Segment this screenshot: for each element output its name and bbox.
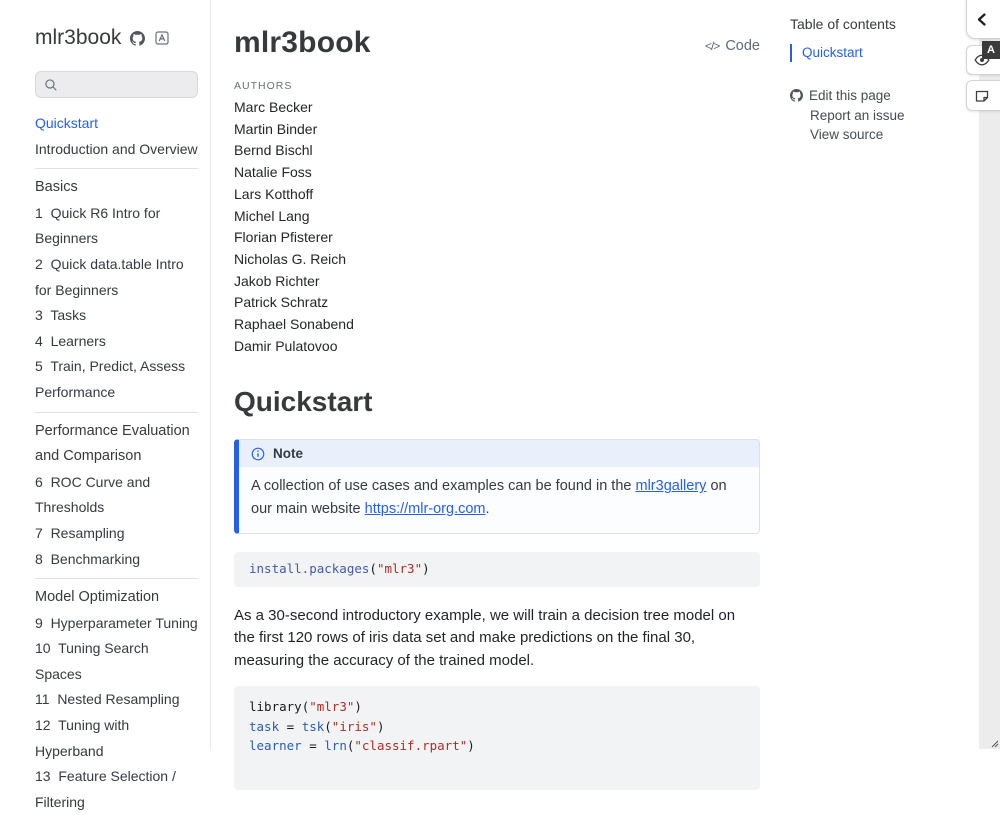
sidebar-divider [35, 578, 198, 579]
mlr-org-link[interactable]: https://mlr-org.com [364, 500, 486, 517]
sidebar-section-basics: Basics [35, 179, 78, 196]
code-tools-button[interactable] [705, 38, 760, 54]
report-an-issue-link[interactable]: Report an issue [810, 107, 905, 123]
sidebar-item-ch2[interactable]: 2 Quick data.table Intro for Beginners [35, 255, 188, 298]
site-title[interactable]: mlr3book [35, 26, 122, 49]
info-icon [251, 447, 265, 461]
left-sidebar [0, 0, 211, 810]
page-title: mlr3book [234, 26, 371, 59]
note-callout-header [239, 440, 759, 467]
code-block-install[interactable]: install.packages("mlr3") [234, 552, 760, 587]
authors-label: AUTHORS [234, 80, 293, 92]
note-title: Note [273, 446, 303, 462]
sidebar-item-ch9[interactable]: 9 Hyperparameter Tuning [35, 614, 198, 631]
intro-paragraph: As a 30-second introductory example, we will train a decision tree model on the first 120 rows of iris data set and make predictions on the final 30, measuring the accuracy of the trained model. [234, 606, 736, 669]
toc-sidebar [790, 16, 968, 145]
search-icon [44, 78, 58, 92]
sidebar-item-introduction[interactable]: Introduction and Overview [35, 140, 198, 157]
sidebar-item-ch4[interactable]: 4 Learners [35, 332, 106, 349]
chevron-left-icon [976, 13, 987, 26]
author: Michel Lang [234, 207, 310, 224]
code-line: library("mlr3") [249, 699, 362, 715]
sidebar-item-ch6[interactable]: 6 ROC Curve and Thresholds [35, 473, 154, 516]
github-icon [790, 89, 803, 102]
author: Lars Kotthoff [234, 185, 314, 202]
code-icon: </> [704, 39, 720, 53]
author: Nicholas G. Reich [234, 250, 347, 267]
authors-list [234, 97, 760, 357]
toc-item-quickstart[interactable]: Quickstart [790, 44, 968, 62]
sidebar-item-ch12[interactable]: 12 Tuning with Hyperband [35, 717, 134, 759]
resize-handle[interactable] [991, 740, 999, 748]
sidebar-item-ch7[interactable]: 7 Resampling [35, 524, 125, 541]
sidebar-divider [35, 168, 198, 169]
sidebar-item-ch10[interactable]: 10 Tuning Search Spaces [35, 640, 153, 682]
sidebar-divider [35, 412, 198, 413]
mlr3gallery-link[interactable]: mlr3gallery [635, 478, 707, 495]
sidebar-item-ch1[interactable]: 1 Quick R6 Intro for Beginners [35, 204, 165, 247]
author: Florian Pfisterer [234, 229, 333, 246]
annotator-bucket-bar [979, 0, 1000, 749]
author: Damir Pulatovoo [234, 337, 338, 354]
pdf-download-icon[interactable] [154, 30, 170, 46]
author: Raphael Sonabend [234, 316, 354, 333]
sidebar-item-quickstart[interactable]: Quickstart [35, 115, 99, 131]
code-block-library[interactable] [234, 686, 760, 790]
annotation-count-badge[interactable]: A [982, 41, 1000, 59]
annotator-sidebar-toggle-button[interactable] [966, 0, 1000, 39]
sidebar-section-performance: Performance Evaluation and Comparison [35, 422, 194, 465]
author: Jakob Richter [234, 272, 320, 289]
sidebar-item-ch13[interactable]: 13 Feature Selection / Filtering [35, 768, 180, 810]
sidebar-item-ch8[interactable]: 8 Benchmarking [35, 550, 141, 567]
code-tools-label: Code [725, 38, 760, 54]
toc-title: Table of contents [790, 16, 896, 32]
sidebar-section-model-optimization: Model Optimization [35, 589, 160, 606]
github-icon[interactable] [130, 31, 145, 46]
author: Bernd Bischl [234, 142, 313, 159]
main-content [234, 0, 760, 790]
note-callout [234, 439, 760, 534]
author: Marc Becker [234, 99, 313, 115]
sidebar-item-ch5[interactable]: 5 Train, Predict, Assess Performance [35, 358, 190, 400]
author: Natalie Foss [234, 164, 312, 181]
edit-this-page-link[interactable]: Edit this page [790, 86, 968, 106]
sidebar-item-ch11[interactable]: 11 Nested Resampling [35, 691, 180, 708]
annotator-new-note-button[interactable] [966, 80, 1000, 111]
author: Martin Binder [234, 120, 318, 137]
view-source-link[interactable]: View source [810, 127, 884, 142]
note-body: A collection of use cases and examples can be found in the mlr3gallery on our main website https://mlr-org.com. [239, 467, 759, 533]
sidebar-item-ch3[interactable]: 3 Tasks [35, 307, 87, 324]
sidebar-nav [35, 111, 198, 815]
code-line: learner = lrn("classif.rpart") [249, 738, 475, 754]
section-title: Quickstart [234, 386, 373, 418]
sticky-note-icon [974, 88, 990, 104]
search-input[interactable] [35, 71, 198, 98]
brand [35, 26, 197, 50]
code-line: task = tsk("iris") [249, 718, 385, 734]
author: Patrick Schratz [234, 294, 329, 311]
